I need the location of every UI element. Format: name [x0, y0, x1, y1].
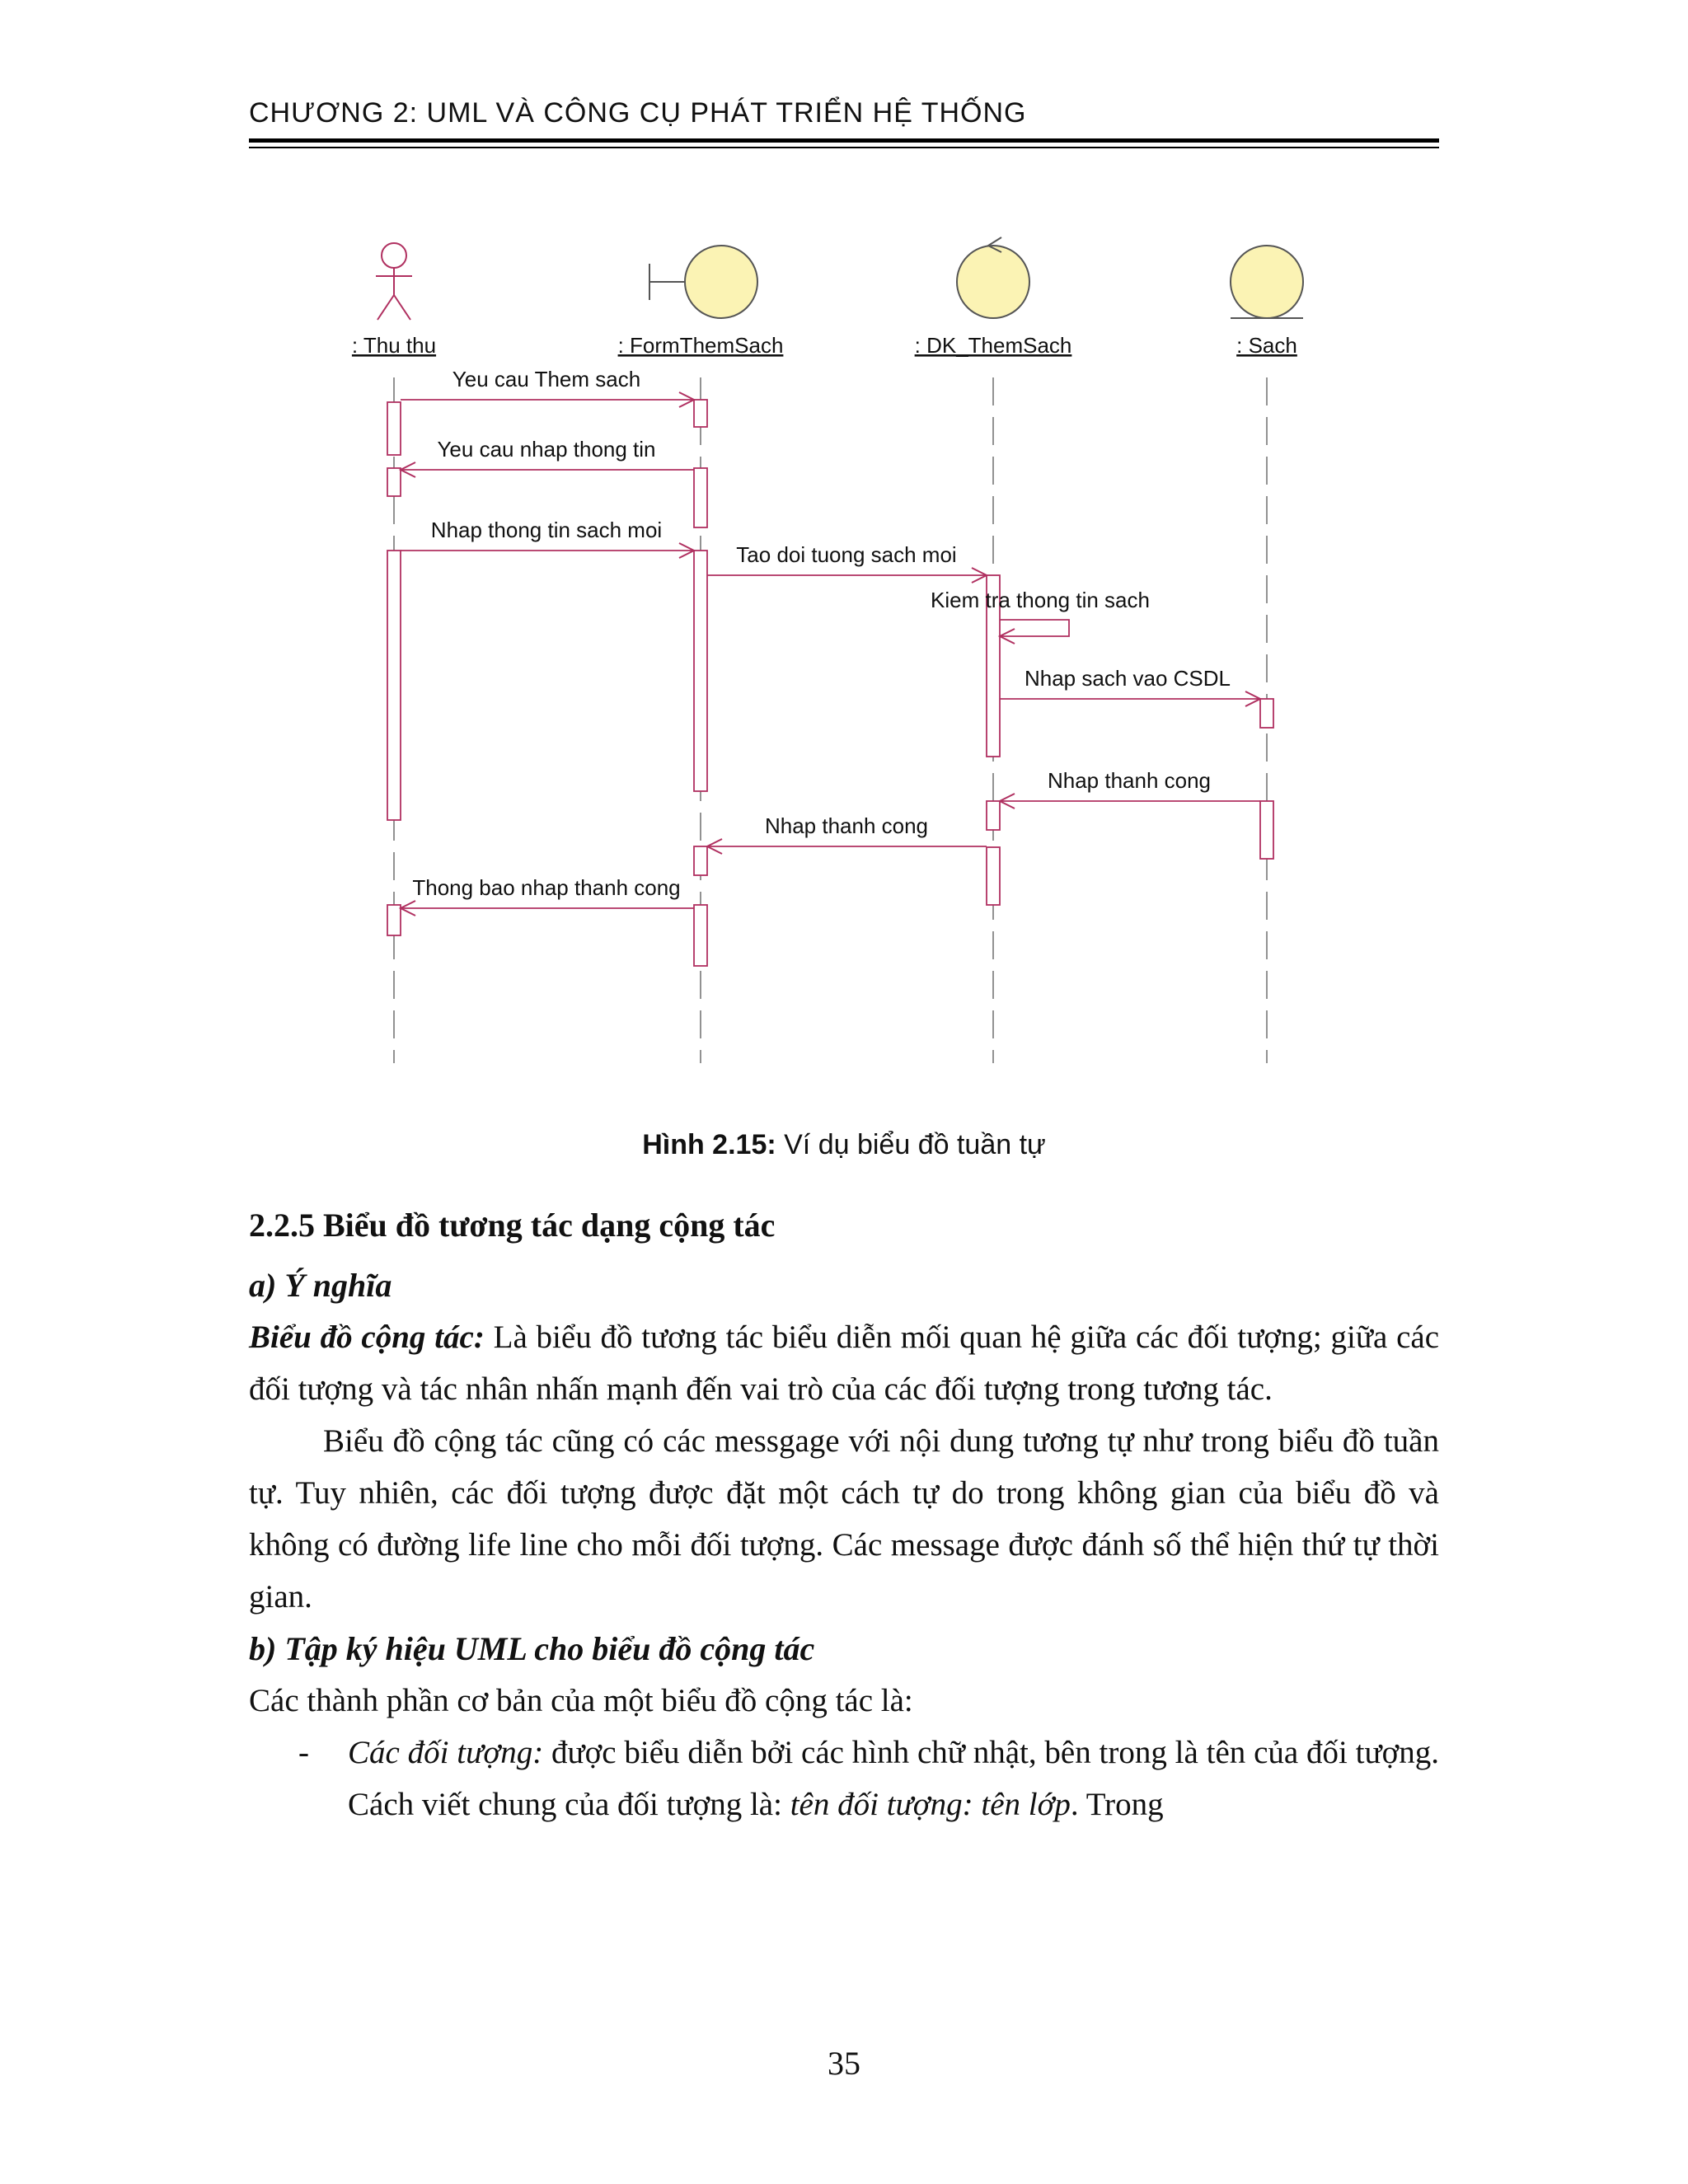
- message-label: Nhap thanh cong: [1047, 768, 1212, 793]
- message-label: Kiem tra thong tin sach: [931, 588, 1150, 612]
- message-label: Nhap thanh cong: [764, 813, 929, 838]
- message-label: Tao doi tuong sach moi: [736, 542, 957, 567]
- paragraph-2: Biểu đồ cộng tác cũng có các messgage với nội dung tương tự như trong biểu đồ tuần tự. Tuy nhiên, các đối tượng được đặt một cách tự do trong không gian của biểu đồ và không có đường life line cho mỗi đối tượng. Các message được đánh số thể hiện thứ tự thời gian.: [249, 1423, 1439, 1615]
- lifeline-label: : Thu thu: [351, 333, 437, 358]
- activation-box: [987, 847, 1000, 905]
- activation-box: [694, 468, 707, 527]
- definition-term: Biểu đồ cộng tác:: [249, 1319, 485, 1355]
- boundary-icon: [685, 246, 757, 318]
- actor-head-icon: [382, 243, 406, 268]
- activation-box: [987, 801, 1000, 830]
- actor-leg-icon: [377, 295, 394, 320]
- activation-box: [694, 400, 707, 427]
- activation-box: [1260, 801, 1273, 859]
- header-rule-thick: [249, 138, 1439, 143]
- activation-box: [387, 402, 401, 455]
- entity-icon: [1231, 246, 1303, 318]
- sequence-diagram: [330, 231, 1401, 1071]
- bullet-term: Các đối tượng:: [348, 1735, 544, 1770]
- definition-text: Là biểu đồ tương tác biểu diễn mối quan hệ giữa các đối tượng; giữa các đối tượng và tác nhân nhấn mạnh đến vai trò của các đối tượng trong tương tác.: [249, 1319, 1440, 1407]
- bullet-text-1: được biểu diễn bởi các hình chữ nhật, bên trong là tên của đối tượng. Cách viết chung của đối tượng là:: [348, 1735, 1439, 1822]
- actor-leg-icon: [394, 295, 410, 320]
- lifeline-label: : FormThemSach: [617, 333, 784, 358]
- lifeline-label: : DK_ThemSach: [914, 333, 1072, 358]
- section-heading: 2.2.5 Biểu đồ tương tác dạng cộng tác: [249, 1207, 776, 1244]
- section-body: [249, 1199, 1439, 1830]
- bullet-term-2: tên đối tượng: tên lớp: [790, 1787, 1071, 1822]
- message-label: Nhap sach vao CSDL: [1024, 666, 1231, 691]
- message-label: Thong bao nhap thanh cong: [412, 875, 681, 900]
- subheading-b: b) Tập ký hiệu UML cho biểu đồ cộng tác: [249, 1630, 815, 1667]
- page-number: 35: [828, 2045, 860, 2082]
- subheading-a: a) Ý nghĩa: [249, 1267, 392, 1304]
- chapter-header: CHƯƠNG 2: UML VÀ CÔNG CỤ PHÁT TRIỂN HỆ THỐNG: [249, 97, 1027, 129]
- intro-line: Các thành phần cơ bản của một biểu đồ cộng tác là:: [249, 1683, 913, 1718]
- control-icon: [957, 246, 1029, 318]
- message-label: Nhap thong tin sach moi: [430, 518, 663, 542]
- caption-text: Ví dụ biểu đồ tuần tự: [776, 1129, 1046, 1160]
- lifeline-label: : Sach: [1236, 333, 1297, 358]
- activation-box: [387, 551, 401, 820]
- activation-box: [694, 846, 707, 875]
- activation-box: [694, 551, 707, 791]
- activation-box: [694, 905, 707, 966]
- activation-box: [387, 468, 401, 496]
- message-label: Yeu cau nhap thong tin: [437, 437, 656, 462]
- activation-box: [1260, 699, 1273, 728]
- caption-label: Hình 2.15:: [642, 1129, 776, 1160]
- activation-box: [387, 905, 401, 935]
- figure-caption: [249, 1129, 1439, 1161]
- header-rule-thin: [249, 147, 1439, 148]
- bullet-text-2: . Trong: [1070, 1787, 1164, 1822]
- message-label: Yeu cau Them sach: [452, 367, 641, 391]
- bullet-dash: -: [298, 1735, 309, 1770]
- definition-paragraph: [249, 1311, 1439, 1415]
- bullet-item: [249, 1727, 1439, 1830]
- self-message-line: [1000, 620, 1069, 636]
